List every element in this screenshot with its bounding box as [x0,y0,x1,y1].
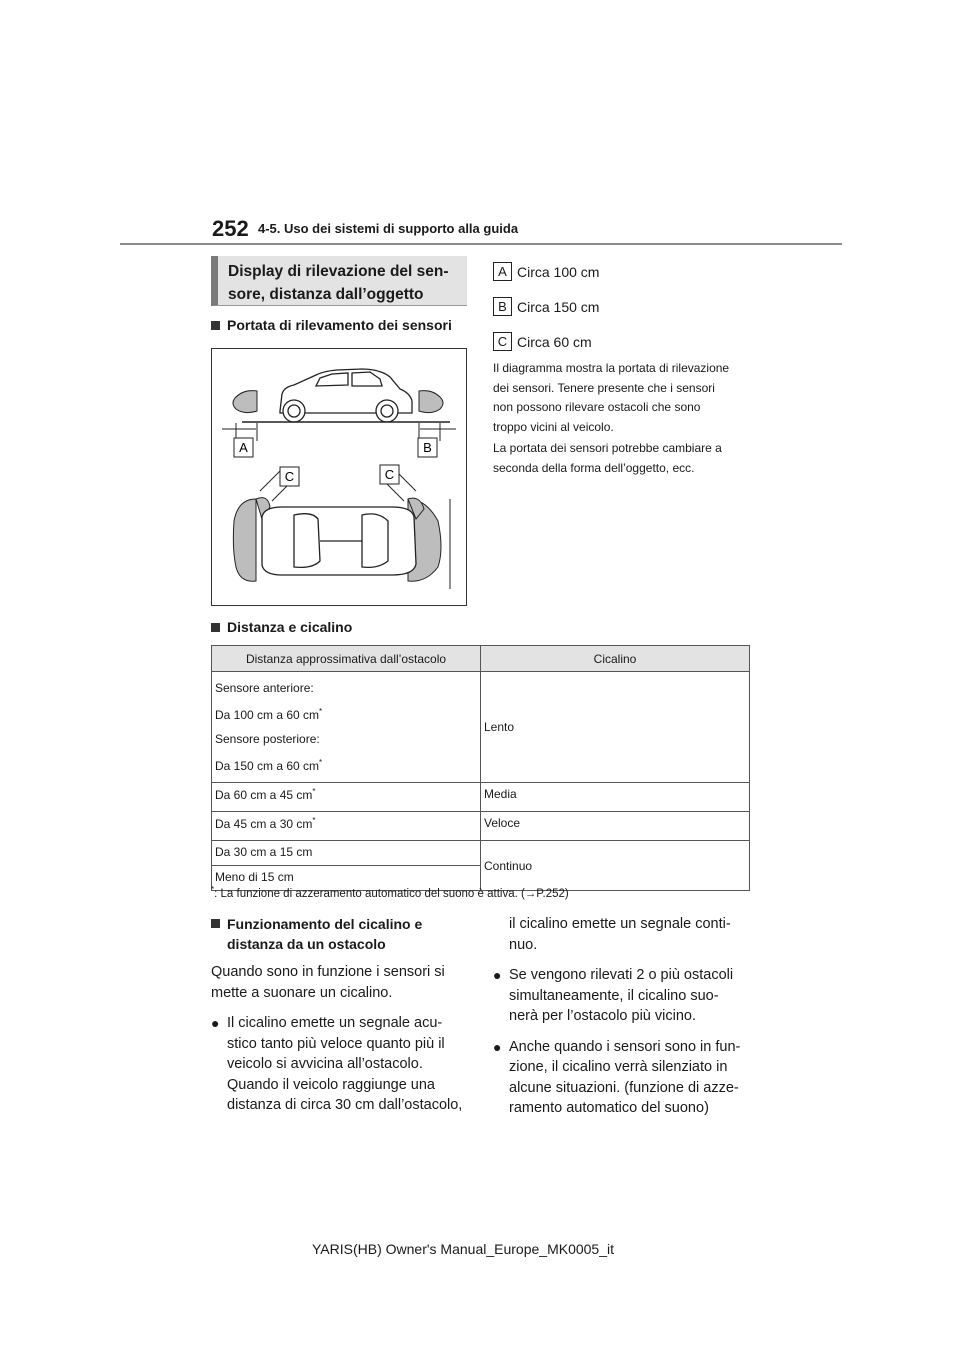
subhead-range [211,317,452,333]
legend-key-c: C [493,332,512,351]
header-divider [120,243,842,245]
square-bullet-icon [211,623,220,632]
body-line: zione, il cicalino verrà silenziato in [509,1059,728,1075]
table-row [212,672,750,783]
table-cell: Meno di 15 cm [212,866,481,891]
note-line: dei sensori. Tenere presente che i sensori [493,380,715,395]
legend-item-a [493,262,599,281]
cell-text [215,700,477,727]
body-line: Il cicalino emette un segnale acu- [227,1015,443,1031]
body-line: nuo. [509,936,538,953]
legend-item-c [493,332,592,351]
subhead-distance-label: Distanza e cicalino [227,619,353,635]
cell-text: Sensore anteriore: [215,681,314,695]
table-row [212,812,750,841]
table-cell: Lento [481,672,750,783]
table-cell [212,812,481,841]
square-bullet-icon [211,919,220,928]
bullet-text [227,1013,462,1116]
sensor-diagram-svg [212,349,466,605]
cell-text [215,751,477,778]
note-line: seconda della forma dell’oggetto, ecc. [493,460,695,475]
cell-text: Da 150 cm a 60 cm [215,759,320,773]
body-line: il cicalino emette un segnale conti- [509,916,731,932]
bullet-item [211,1013,473,1116]
topic-title-line1: Display di rilevazione del sen- [228,263,449,280]
diagram-label-c-left: C [284,469,295,484]
body-line: simultaneamente, il cicalino suo- [509,987,719,1004]
bullet-continuation [493,914,755,955]
subhead-buzzer [211,914,473,954]
asterisk-mark: * [319,707,323,716]
body-line: alcune situazioni. (funzione di azze- [509,1079,739,1096]
footnote-mark: * [211,885,215,894]
body-line: mette a suonare un cicalino. [211,984,393,1001]
left-column [211,914,473,1116]
bullet-text [509,1037,740,1119]
square-bullet-icon [211,321,220,330]
legend-item-b [493,297,599,316]
car-top-view [262,507,416,575]
legend-text-b: Circa 150 cm [517,298,600,315]
cell-text: Da 60 cm a 45 cm [215,788,313,802]
legend-text-a: Circa 100 cm [517,263,600,280]
diagram-label-a: A [239,440,248,455]
body-line: Se vengono rilevati 2 o più ostacoli [509,967,734,983]
table-cell: Da 30 cm a 15 cm [212,841,481,866]
cell-text: Da 100 cm a 60 cm [215,708,320,722]
distance-buzzer-table [211,645,750,891]
subhead-buzzer-label [227,914,422,954]
bullet-item [493,965,755,1027]
table-cell: Continuo [481,841,750,891]
diagram-notes [493,359,751,480]
table-cell: Veloce [481,812,750,841]
intro-paragraph [211,962,473,1003]
body-line: Quando sono in funzione i sensori si [211,964,445,980]
subhead-distance [211,619,352,635]
topic-title-line2: sore, distanza dall’oggetto [228,286,424,303]
subhead-range-label: Portata di rilevamento dei sensori [227,317,452,333]
table-header-distance: Distanza approssimativa dall’ostacolo [212,646,481,672]
subhead-line: distanza da un ostacolo [227,936,386,952]
bullet-text [509,965,733,1027]
note-line: non possono rilevare ostacoli che sono [493,400,701,414]
section-title: 4-5. Uso dei sistemi di supporto alla guida [258,221,519,236]
asterisk-mark: * [312,816,316,825]
asterisk-mark: * [319,758,323,767]
legend-key-a: A [493,262,512,281]
body-line: nerà per l’ostacolo più vicino. [509,1008,696,1024]
subhead-line: Funzionamento del cicalino e [227,916,423,932]
page-footer: YARIS(HB) Owner's Manual_Europe_MK0005_it [312,1241,614,1257]
body-line: veicolo si avvicina all’ostacolo. [227,1056,423,1072]
footnote-text: : La funzione di azzeramento automatico del suono è attiva. (→P.252) [214,887,569,900]
table-cell [212,672,481,783]
body-line: Quando il veicolo raggiunge una [227,1076,435,1093]
sensor-range-diagram [211,348,467,606]
bullet-icon: ● [493,1038,502,1055]
body-line: Anche quando i sensori sono in fun- [509,1038,741,1055]
table-cell [212,783,481,812]
right-column [493,914,755,1119]
body-line: stico tanto più veloce quanto più il [227,1035,445,1052]
topic-title-box [211,256,467,306]
table-row [212,841,750,866]
note-line: La portata dei sensori potrebbe cambiare a [493,441,722,455]
note-line: Il diagramma mostra la portata di rilevazione [493,361,730,375]
page-number: 252 [212,216,249,241]
asterisk-mark: * [312,787,316,796]
diagram-label-c-right: C [384,467,395,482]
legend-text-c: Circa 60 cm [517,333,592,350]
table-header-buzzer: Cicalino [481,646,750,672]
table-row [212,783,750,812]
bullet-icon: ● [493,967,502,983]
diagram-label-b: B [423,440,432,455]
table-footnote [211,885,569,900]
body-line: distanza di circa 30 cm dall’ostacolo, [227,1097,463,1113]
bullet-icon: ● [211,1015,220,1031]
cell-text: Da 45 cm a 30 cm [215,817,313,831]
note-line: troppo vicini al veicolo. [493,419,614,434]
bullet-item [493,1037,755,1119]
table-cell: Media [481,783,750,812]
legend-key-b: B [493,297,512,316]
cell-text: Sensore posteriore: [215,732,320,746]
body-line: ramento automatico del suono) [509,1100,709,1116]
